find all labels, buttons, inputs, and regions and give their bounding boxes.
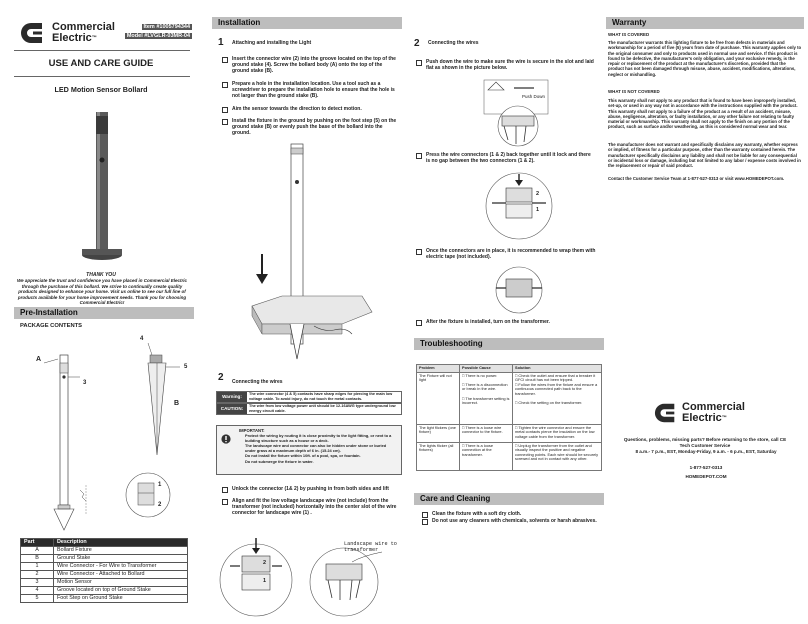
important-item: Protect the wiring by routing it is close proximity to the light fitting, or next to a building structure such as a house or a deck. [245, 433, 392, 443]
step2a-number: 2 [218, 372, 224, 383]
callout-3: 3 [83, 380, 87, 386]
solution-cell: □ Unplug the transformer from the outlet and visually inspect the positive and negative connecting points. Each wire should be securely screwed and not in contact with any other. [513, 442, 602, 470]
part-id: 2 [21, 571, 54, 579]
warning-label: Warning: [217, 392, 247, 402]
step1-number: 1 [218, 37, 224, 48]
covered-title: WHAT IS COVERED [608, 32, 650, 37]
step2b-item: Press the wire connectors (1 & 2) back together until it lock and there is no gap between the two connectors (1 & 2). [426, 152, 591, 165]
tape-wrap-diagram [484, 265, 554, 315]
column-wiring [404, 0, 606, 624]
step2b-number: 2 [414, 38, 420, 49]
step1-checkbox[interactable] [222, 57, 228, 63]
problem-cell: The light flickers (one fixture) [417, 424, 460, 442]
part-description: Wire Connector - For Wire to Transformer [54, 563, 188, 571]
warranty-header [606, 17, 804, 29]
care-title: Care and Cleaning [420, 494, 491, 503]
brand-name-line1: Commercial [682, 401, 745, 413]
pre-installation-header [14, 307, 194, 319]
thank-you-title: THANK YOU [86, 272, 116, 278]
table-row [21, 587, 188, 595]
divider [14, 50, 190, 51]
callout-2: 2 [158, 502, 162, 508]
table-row [21, 571, 188, 579]
brand-logo-icon [20, 22, 46, 44]
important-item: Do not submerge the fixture in water. [245, 459, 314, 464]
care-item: Do not use any cleaners with chemicals, solvents or harsh abrasives. [432, 518, 597, 524]
table-row [21, 547, 188, 555]
callout-1: 1 [158, 482, 162, 488]
part-description: Foot Step on Ground Stake [54, 595, 188, 603]
column-installation [202, 0, 404, 624]
table-row [21, 563, 188, 571]
part-id: 3 [21, 579, 54, 587]
cause-cell: □ There is a loose connection at the transformer. [460, 442, 513, 470]
brand-logo-icon [654, 402, 678, 424]
landscape-wire-label: Landscape wire to transformer [344, 541, 397, 553]
part-id: 4 [21, 587, 54, 595]
install-illustration [242, 144, 382, 364]
service-hours: 8 a.m.- 7 p.m., EST, Monday-Friday, 9 a.m. - 6 p.m., EST, Saturday [635, 449, 777, 454]
problem-cell: The lights flicker (all fixtures) [417, 442, 460, 470]
step2a-checkbox[interactable] [222, 487, 228, 493]
table-header-row [417, 365, 602, 373]
problem-cell: The Fixture will not light [417, 372, 460, 424]
step2b-checkbox[interactable] [416, 60, 422, 66]
callout-B: B [174, 400, 180, 407]
part-id: 5 [21, 595, 54, 603]
cause-cell: □ There is no power. □ There is a disconnection or break in the wire. □ The transformer setting is incorrect. [460, 372, 513, 424]
pre-installation-title: Pre-Installation [20, 308, 78, 317]
covered-text: The manufacturer warrants this lighting fixture to be free from defects in materials and workmanship for a period of five (5) years from date of purchase. This warranty applies only to the original consumer and only to products used in normal use and service. If this product is found to be defective, the manufacturer's only obligation, and your exclusive remedy, is the repair or replacement of the product at the manufacturer's discretion, provided that the product has not been damaged through misuse, abuse, accident, modifications, alterations, neglect or mishandling. [608, 40, 802, 77]
installation-header [212, 17, 402, 29]
troubleshooting-table [416, 364, 602, 471]
not-covered-text-2: The manufacturer does not warrant and specifically disclaims any warranty, whether express or implied, of fitness for a particular purpose, other than the warranty contained herein. The manufacturer specifically disclaims any liability and shall not be liable for any consequential or incidental loss or damage, including but not limited to any labor / expense costs involved in the replacement or repair of said product. [608, 142, 801, 169]
step2a-item: Align and fit the low voltage landscape wire (not include) from the transformer (not included) horizontally into the center slot of the wire connector for landscape wire (1) . [232, 498, 397, 517]
cause-cell: □ There is a loose wire connector to the fixture. [460, 424, 513, 442]
diagram-num-2: 2 [536, 191, 540, 197]
press-connectors-diagram [484, 170, 554, 242]
product-name: LED Motion Sensor Bollard [54, 85, 148, 94]
brand-name-line1: Commercial [52, 21, 115, 33]
diagram-num-1: 1 [536, 207, 540, 213]
step1-item: Prepare a hole in the installation location. Use a tool such as a screwdriver to prepare the installation hole to ensure that the hole is not larger than the ground stake (B). [232, 81, 395, 100]
step1-checkbox[interactable] [222, 82, 228, 88]
part-description: Wire Connector - Attached to Bollard [54, 571, 188, 579]
website-link[interactable]: HOMEDEPOT.COM [685, 474, 727, 479]
installation-title: Installation [218, 18, 261, 27]
warning-box [216, 391, 402, 403]
part-description: Bollard Fixture [54, 547, 188, 555]
brand-name-line2: Electric™ [52, 32, 97, 44]
step1-item: Insert the connector wire (2) into the groove located on the top of the ground stake (4). Screw the bollard body (A) onto the top of the ground stake (B). [232, 56, 396, 75]
step2b-title: Connecting the wires [428, 40, 479, 46]
step1-title: Attaching and installing the Light [232, 40, 312, 46]
part-description: Motion Sensor [54, 579, 188, 587]
package-contents-illustration [20, 335, 190, 530]
important-item: The landscape wire and connector can also be hidden under stone or buried under grass at a maximum depth of 6 in. (15.24 cm). [245, 443, 387, 453]
guide-title: USE AND CARE GUIDE [48, 58, 154, 69]
table-row [21, 555, 188, 563]
caution-label: CAUTION: [217, 404, 247, 414]
table-header-solution: Solution [513, 365, 602, 373]
not-covered-text-1: This warranty shall not apply to any product that is found to have been improperly installed, set-up, or used in any way not in accordance with the instructions supplied with the product. This warranty shall not apply to a failure of the product as a result of an accident, misuse, abuse, negligence, alteration, or faulty installation, or any other failure not relating to faulty material or workmanship. This warranty shall not apply to the finish on any portion of the product, such as surface and/or weathering, as this is considered normal wear and tear. [608, 98, 798, 130]
table-header-cause: Possible Cause [460, 365, 513, 373]
warning-text: The wire connector (4 & 5) contacts have sharp edges for piercing the main low voltage cable. To avoid injury, do not touch the metal contacts. [249, 392, 393, 401]
parts-table [20, 538, 188, 603]
caution-box [216, 403, 402, 415]
step2a-item: Unlock the connector (1& 2) by pushing in from both sides and lift [232, 486, 389, 492]
push-down-label: Push Down [522, 94, 546, 99]
step1-checkbox[interactable] [222, 119, 228, 125]
bollard-product-image [80, 112, 124, 262]
step2b-checkbox[interactable] [416, 320, 422, 326]
care-checkbox[interactable] [422, 519, 428, 525]
important-label: IMPORTANT: [239, 428, 265, 433]
step2a-checkbox[interactable] [222, 499, 228, 505]
table-header-problem: Problem [417, 365, 460, 373]
part-description: Ground Stake [54, 555, 188, 563]
important-box [216, 425, 402, 475]
diagram-num-2: 2 [263, 560, 267, 566]
table-row [417, 372, 602, 424]
step2b-item: After the fixture is installed, turn on the transformer. [426, 319, 550, 325]
table-row [21, 595, 188, 603]
step1-checkbox[interactable] [222, 107, 228, 113]
thank-you-body: We appreciate the trust and confidence you have placed in Commercial Electric through the purchase of this bollard. We strive to continually create quality products designed to enhance your home. Visit us online to see our full line of products available for your home improvement needs. Thank you for choosing Commercial Electric! [17, 278, 187, 306]
care-checkbox[interactable] [422, 512, 428, 518]
solution-cell: □ Tighten the wire connector and ensure the metal contacts pierce the insulation on the low voltage cable from the transformer. [513, 424, 602, 442]
step1-item: Install the fixture in the ground by pushing on the foot step (5) on the ground stake (B) or evenly push the base of the bollard into the ground. [232, 118, 397, 137]
part-id: B [21, 555, 54, 563]
step2b-item: Push down the wire to make sure the wire is secure in the slot and laid flat as shown in the picture below. [426, 59, 594, 72]
warranty-title: Warranty [612, 18, 647, 27]
care-item: Clean the fixture with a soft dry cloth. [432, 511, 522, 517]
step2b-checkbox[interactable] [416, 153, 422, 159]
caution-text: The wire from low voltage power unit should be 12-16AWG type underground low energy circuit cable. [249, 404, 396, 413]
column-warranty [606, 0, 808, 624]
questions-text: Questions, problems, missing parts? Before returning to the store, call CE Tech Customer Service [623, 437, 787, 448]
important-item: Do not install the fixture within 10ft. of a pool, spa, or fountain. [245, 453, 361, 458]
callout-A: A [36, 356, 42, 363]
model-number: Model #LVGLR-03MR-04 [126, 33, 190, 39]
brand-name-line2: Electric™ [682, 412, 727, 424]
part-description: Groove located on top of Ground Stake [54, 587, 188, 595]
table-row [21, 579, 188, 587]
callout-4: 4 [140, 336, 144, 342]
troubleshooting-header [414, 338, 604, 350]
step2b-item: Once the connectors are in place, it is recommended to wrap them with electric tape (not included). [426, 248, 596, 261]
table-row [417, 442, 602, 470]
package-contents-title: PACKAGE CONTENTS [20, 323, 83, 329]
table-header-part: Part [21, 539, 54, 547]
troubleshooting-title: Troubleshooting [420, 339, 483, 348]
important-icon [221, 434, 231, 444]
table-header-row [21, 539, 188, 547]
not-covered-title: WHAT IS NOT COVERED [608, 89, 660, 94]
item-number: Item #1005794344 [143, 24, 190, 30]
diagram-num-1: 1 [263, 578, 267, 584]
push-down-diagram [474, 76, 564, 148]
column-cover [0, 0, 202, 624]
table-row [417, 424, 602, 442]
callout-5: 5 [184, 364, 188, 370]
service-phone: 1-877-527-0313 [689, 465, 723, 470]
contact-text: Contact the Customer Service Team at 1-877-527-0313 or visit www.HOMEDEPOT.com. [608, 176, 785, 181]
step1-item: Aim the sensor towards the direction to detect motion. [232, 106, 362, 112]
divider [14, 76, 190, 77]
table-header-description: Description [54, 539, 188, 547]
step2a-title: Connecting the wires [232, 379, 283, 385]
solution-cell: □ Check the outlet and ensure that a breaker it GFCI circuit has not been tripped. □ Follow the wires from the fixture and ensure a continuous connected path back to the transformer. □ Check the setting on the transformer. [513, 372, 602, 424]
step2b-checkbox[interactable] [416, 249, 422, 255]
care-header [414, 493, 604, 505]
part-id: 1 [21, 563, 54, 571]
part-id: A [21, 547, 54, 555]
